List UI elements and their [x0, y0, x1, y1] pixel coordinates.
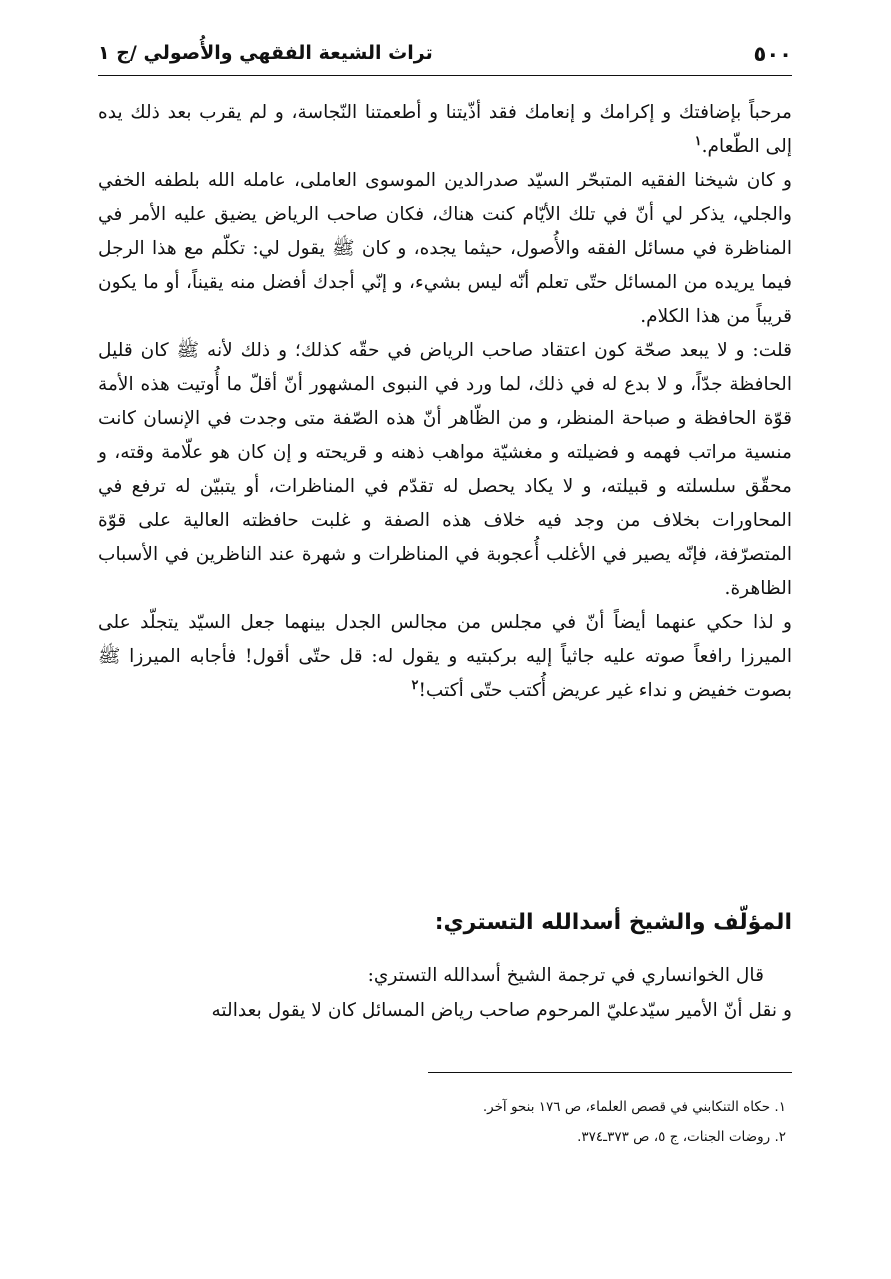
paragraph: و كان شيخنا الفقيه المتبحّر السيّد صدرالدين الموسوى العاملى، عامله الله بلطفه الخفي والجلي، يذكر لي أنّ في تلك الأيّام كنت هناك، فكان صاحب الرياض يضيق عليه الأمر في المناظرة في مسائل الفقه والأُصول، حيثما يجده، و كان ﷺ يقول لي: تكلّم مع هذا الرجل فيما يريده من المسائل حتّى تعلم أنّه ليس بشيء، و إنّي أجدك أفضل منه يقيناً، أو ما يكون قريباً من هذا الكلام. [98, 170, 792, 327]
section-heading: المؤلّف والشيخ أسدالله التستري: [434, 910, 792, 935]
footnote-divider [428, 1072, 792, 1073]
section-quote: و نقل أنّ الأمير سيّدعليّ المرحوم صاحب رياض المسائل كان لا يقول بعدالته [211, 1000, 792, 1021]
main-text [98, 96, 792, 708]
running-header [98, 40, 792, 72]
paragraph: قلت: و لا يبعد صحّة كون اعتقاد صاحب الرياض في حقّه كذلك؛ و ذلك لأنه ﷺ كان قليل الحافظة جدّاً، و لا بدع له في ذلك، لما ورد في النبوى المشهور أنّ أقلّ ما أُوتيت هذه الأمة قوّة الحافظة و صباحة المنظر، و من الظّاهر أنّ هذه الصّفة متى وجدت في الإنسان كانت منسية مراتب فهمه و فضيلته و مغشيّة مواهب ذهنه و قريحته و إن كان هو علّامة وقته، و محقّق سلسلته و قبيلته، و لا يكاد يحصل له تقدّم في المناظرات، أو يتبيّن له ترفع في المحاورات بخلاف من وجد فيه خلاف هذه الصفة و غلبت حافظته العالية على قوّة المتصرّفة، فإنّه يصير في الأغلب أُعجوبة في المناظرات و شهرة عند الناظرين في الأسباب الظاهرة. [98, 340, 792, 599]
footnote-marker: ١ [694, 133, 702, 149]
paragraph-text: مرحباً بإضافتك و إكرامك و إنعامك فقد أذّيتنا و أطعمتنا النّجاسة، و لم يقرب بعد ذلك يده إلى الطّعام. [98, 102, 792, 157]
section-intro: قال الخوانساري في ترجمة الشيخ أسدالله التستري: [367, 965, 764, 986]
paragraph [98, 606, 792, 708]
footnote: ٢. روضات الجنات، ج ٥، ص ٣٧٣ـ٣٧٤. [577, 1129, 786, 1145]
paragraph-text: و لذا حكي عنهما أيضاً أنّ في مجلس من مجالس الجدل بينهما جعل السيّد يتجلّد على الميرزا رافعاً صوته عليه جاثياً إليه بركبتيه و يقول له: قل حتّى أقول! فأجابه الميرزا ﷺ بصوت خفيض و نداء غير عريض أُكتب حتّى أكتب! [98, 612, 792, 701]
page-number: ٥٠٠ [753, 42, 792, 66]
footnote-marker: ٢ [411, 677, 419, 693]
footnote: ١. حكاه التنكابني في قصص العلماء، ص ١٧٦ بنحو آخر. [482, 1099, 786, 1115]
book-title: تراث الشيعة الفقهي والأُصولي /ج ١ [98, 42, 433, 64]
header-divider [98, 75, 792, 76]
paragraph [98, 96, 792, 164]
footnotes [98, 1092, 792, 1152]
section-body [98, 958, 792, 1028]
